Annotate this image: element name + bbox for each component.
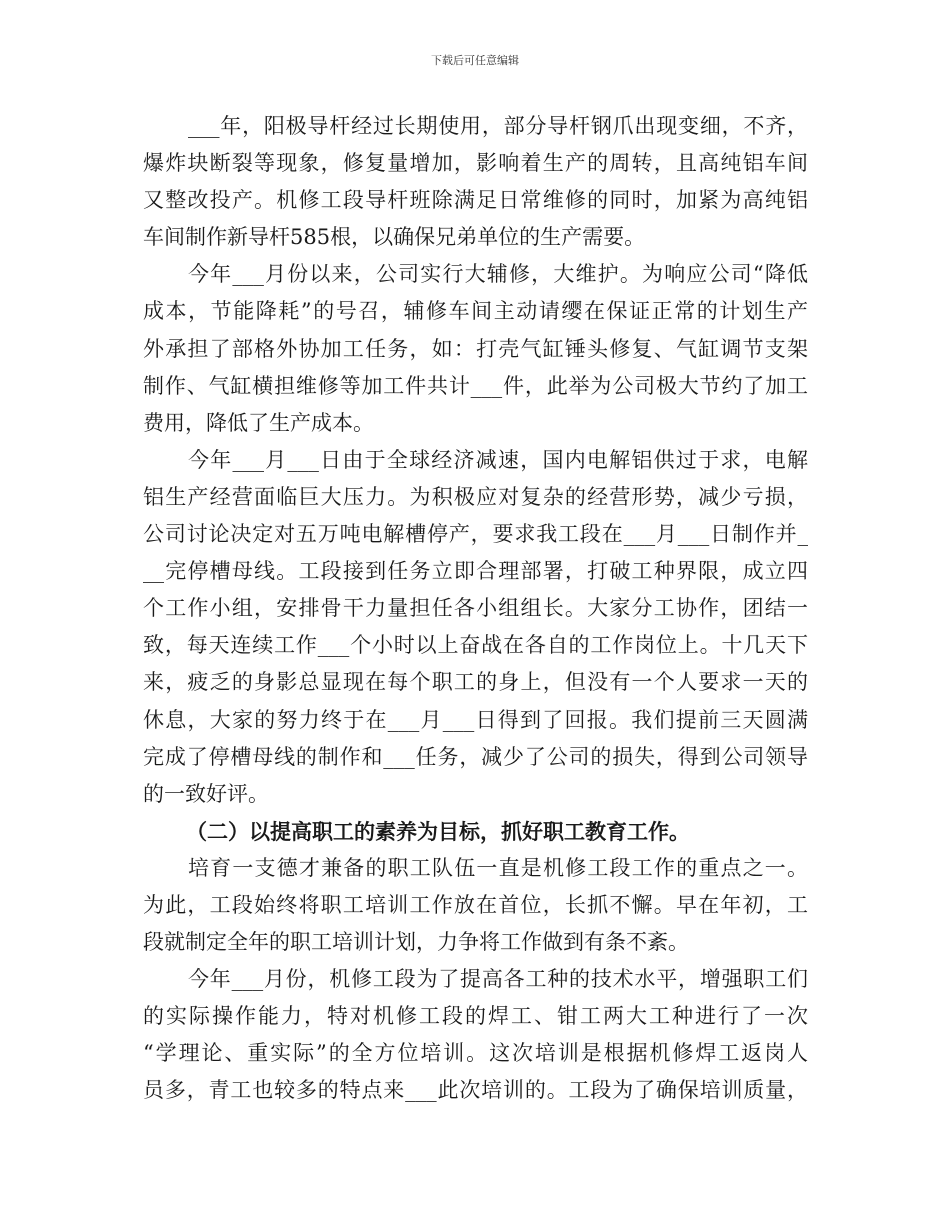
text-line: 公司讨论决定对五万吨电解槽停产，要求我工段在___月___日制作并_	[143, 522, 808, 547]
paragraph	[143, 850, 808, 961]
paragraph	[143, 442, 808, 813]
text-line: 个工作小组，安排骨干力量担任各小组组长。大家分工协作，团结一	[143, 596, 808, 621]
text-line: 今年___月份以来，公司实行大辅修，大维护。为响应公司“降低	[188, 262, 808, 287]
text-line: 来，疲乏的身影总显现在每个职工的身上，但没有一个人要求一天的	[143, 670, 808, 695]
text-line: 费用，降低了生产成本。	[143, 410, 374, 435]
text-line: 外承担了部格外协加工任务，如：打壳气缸锤头修复、气缸调节支架	[143, 336, 808, 361]
text-line: 的实际操作能力，特对机修工段的焊工、钳工两大工种进行了一次	[143, 1004, 808, 1029]
text-line: 今年___月___日由于全球经济减速，国内电解铝供过于求，电解	[188, 447, 808, 472]
text-line: 的一致好评。	[143, 781, 269, 806]
text-line: 段就制定全年的职工培训计划，力争将工作做到有条不紊。	[143, 930, 689, 955]
document-body	[143, 108, 808, 1110]
page-header-note: 下载后可任意编辑	[431, 54, 519, 67]
text-line: 员多，青工也较多的特点来___此次培训的。工段为了确保培训质量，	[143, 1078, 808, 1103]
text-line: 又整改投产。机修工段导杆班除满足日常维修的同时，加紧为高纯铝	[143, 188, 808, 213]
section-heading-text: （二）以提高职工的素养为目标，抓好职工教育工作。	[186, 818, 690, 844]
text-line: 制作、气缸横担维修等加工件共计___件，此举为公司极大节约了加工	[143, 373, 808, 398]
text-line: 致，每天连续工作___个小时以上奋战在各自的工作岗位上。十几天下	[143, 633, 808, 658]
text-line: 铝生产经营面临巨大压力。为积极应对复杂的经营形势，减少亏损，	[143, 484, 808, 509]
text-line: ___年，阳极导杆经过长期使用，部分导杆钢爪出现变细，不齐，	[188, 114, 808, 138]
section-heading	[143, 813, 808, 850]
text-line: 完成了停槽母线的制作和___任务，减少了公司的损失，得到公司领导	[143, 744, 808, 769]
text-line: 爆炸块断裂等现象，修复量增加，影响着生产的周转，且高纯铝车间	[143, 151, 808, 176]
paragraph	[143, 961, 808, 1109]
text-line: __完停槽母线。工段接到任务立即合理部署，打破工种界限，成立四	[143, 559, 808, 584]
text-line: 成本，节能降耗”的号召，辅修车间主动请缨在保证正常的计划生产	[143, 299, 808, 324]
text-line: “学理论、重实际”的全方位培训。这次培训是根据机修焊工返岗人	[143, 1041, 808, 1066]
text-line: 休息，大家的努力终于在___月___日得到了回报。我们提前三天圆满	[143, 707, 808, 732]
text-line: 车间制作新导杆585根，以确保兄弟单位的生产需要。	[143, 225, 646, 250]
paragraph	[143, 108, 808, 256]
text-line: 今年___月份，机修工段为了提高各工种的技术水平，增强职工们	[188, 967, 808, 992]
paragraph	[143, 256, 808, 441]
text-line: 为此，工段始终将职工培训工作放在首位，长抓不懈。早在年初，工	[143, 892, 808, 917]
text-line: 培育一支德才兼备的职工队伍一直是机修工段工作的重点之一。	[188, 855, 808, 880]
